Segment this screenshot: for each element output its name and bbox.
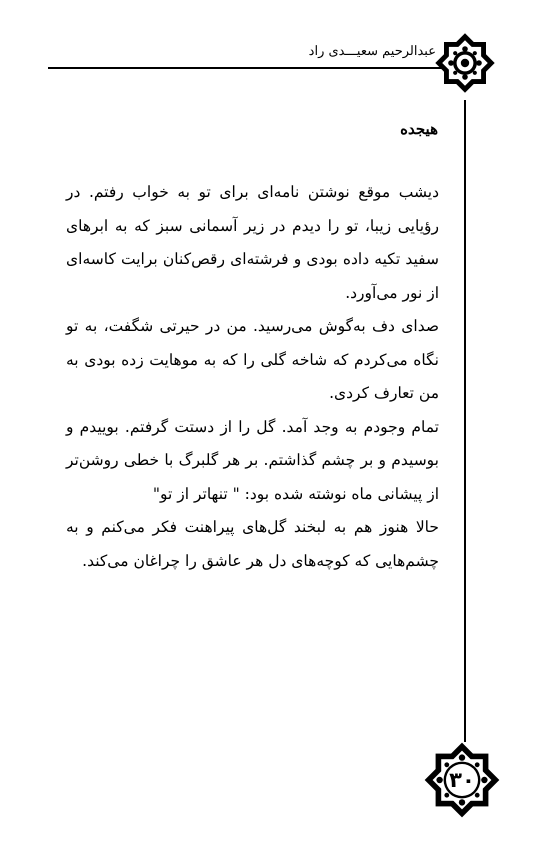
chapter-title: هیجده (400, 120, 438, 138)
paragraph: تمام وجودم به وجد آمد. گل را از دستت گرفتم. بوییدم و بوسیدم و بر چشم گذاشتم. بر هر گلبرگ با خطی روشن‌تر از پیشانی ماه نوشته شده بود: " تنهاتر از تو" (66, 417, 439, 503)
body-text (66, 176, 439, 578)
page-number: ۳۰ (449, 768, 475, 792)
header-rule (48, 67, 443, 69)
paragraph: دیشب موقع نوشتن نامه‌ای برای تو به خواب رفتم. در رؤیایی زیبا، تو را دیدم در زیر آسمانی سبز که به ابرهای سفید تکیه داده بودی و فرشته‌ای رقص‌کنان برایت کاسه‌ای از نور می‌آورد. (66, 183, 439, 302)
margin-rule (464, 100, 466, 742)
rosette-ornament-icon (430, 28, 500, 98)
paragraph: حالا هنوز هم به لبخند گل‌های پیراهنت فکر می‌کنم و به چشم‌هایی که کوچه‌های دل هر عاشق را چراغان می‌کند. (66, 518, 439, 570)
paragraph: صدای دف به‌گوش می‌رسید. من در حیرتی شگفت، به تو نگاه می‌کردم که شاخه گلی را که به موهایت زده بودی به من تعارف کردی. (66, 317, 439, 402)
running-header-author: عبدالرحیم سعیـــدی راد (308, 44, 436, 59)
